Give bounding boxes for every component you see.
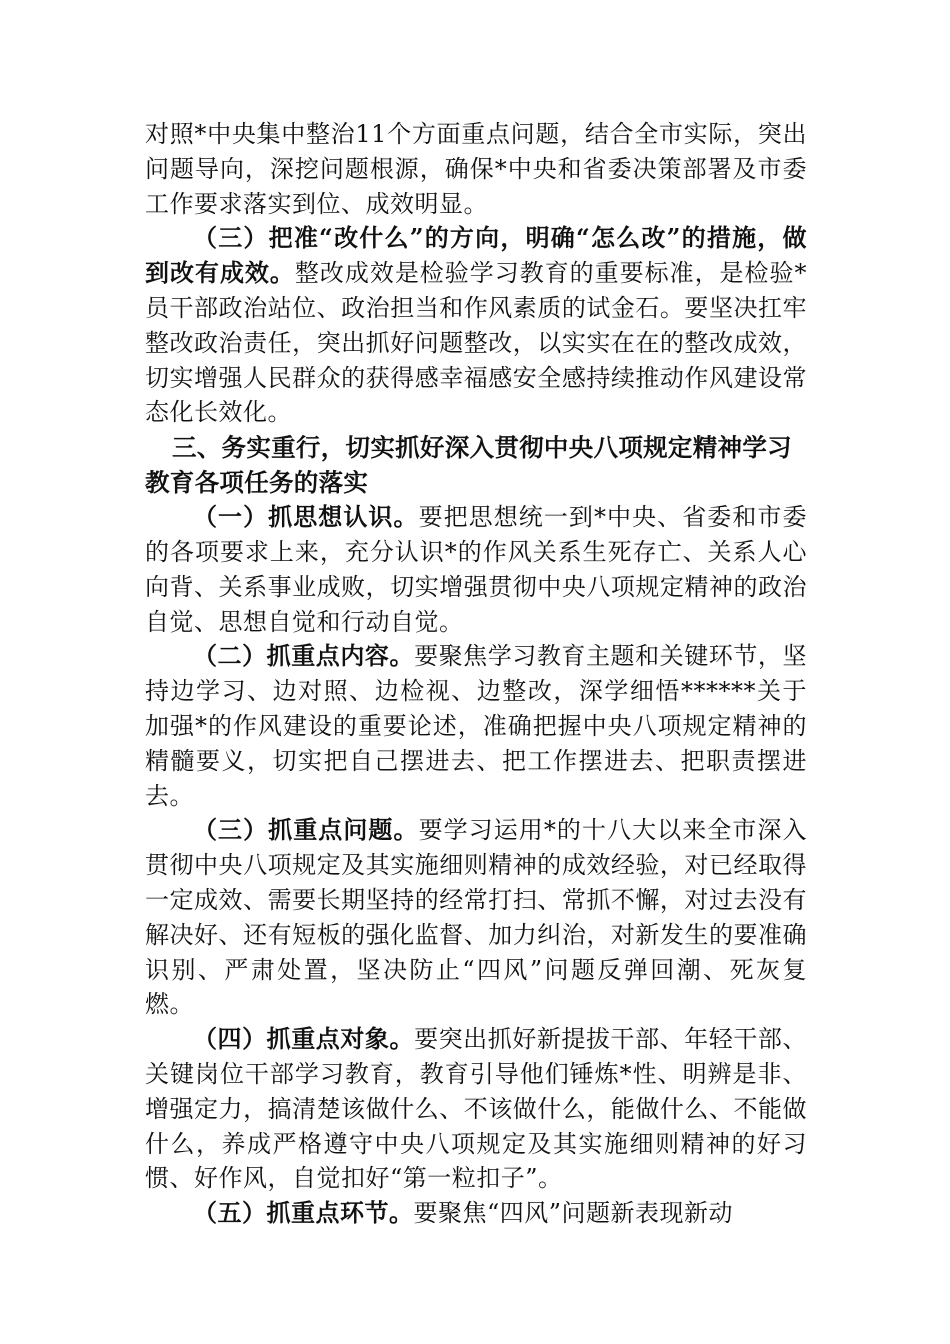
list-item-targets (145, 1022, 807, 1196)
item-body: 要聚焦“四风”问题新表现新动 (413, 1199, 734, 1228)
item-lead: （三）抓重点问题。 (193, 815, 419, 845)
item-body: 要突出抓好新提拔干部、年轻干部、关键岗位干部学习教育，教育引导他们锤炼*性、明辨是非、增强定力，搞清楚该做什么、不该做什么，能做什么、不能做什么，养成严格遵守中央八项规定及其实施细则精神的好习惯、好作风，自觉扣好“第一粒扣子”。 (145, 1025, 807, 1193)
item-lead: （二）抓重点内容。 (193, 641, 415, 671)
item-body: 要把思想统一到*中央、省委和市委的各项要求上来，充分认识*的作风关系生死存亡、关系人心向背、关系事业成败，切实增强贯彻中央八项规定精神的政治自觉、思想自觉和行动自觉。 (145, 503, 807, 636)
item-lead: （一）抓思想认识。 (193, 502, 419, 532)
list-item-links (145, 1196, 807, 1231)
list-item-thinking (145, 500, 807, 639)
list-item-problems (145, 813, 807, 1022)
section-heading: 三、务实重行，切实抓好深入贯彻中央八项规定精神学习教育各项任务的落实 (145, 433, 792, 498)
item-lead: （四）抓重点对象。 (193, 1024, 415, 1054)
item-lead: （五）抓重点环节。 (193, 1198, 414, 1228)
document-page (145, 117, 807, 1231)
item-body: 要学习运用*的十八大以来全市深入贯彻中央八项规定及其实施细则精神的成效经验，对已经取得一定成效、需要长期坚持的经常打扫、常抓不懈，对过去没有解决好、还有短板的强化监督、加力纠治，对新发生的要准确识别、严肃处置，坚决防止“四风”问题反弹回潮、死灰复燃。 (145, 816, 807, 1019)
paragraph-rectification (145, 221, 807, 430)
paragraph-continuation (145, 117, 807, 221)
paragraph-body: 整改成效是检验学习教育的重要标准，是检验*员干部政治站位、政治担当和作风素质的试金石。要坚决扛牢整改政治责任，突出抓好问题整改，以实实在在的整改成效，切实增强人民群众的获得感幸福感安全感持续推动作风建设常态化长效化。 (145, 259, 808, 427)
item-body: 要聚焦学习教育主题和关键环节，坚持边学习、边对照、边检视、边整改，深学细悟******关于加强*的作风建设的重要论述，准确把握中央八项规定精神的精髓要义，切实把自己摆进去、把工作摆进去、把职责摆进去。 (145, 642, 807, 810)
list-item-content (145, 639, 807, 813)
paragraph-body: 对照*中央集中整治11个方面重点问题，结合全市实际，突出问题导向，深挖问题根源，确保*中央和省委决策部署及市委工作要求落实到位、成效明显。 (145, 120, 807, 218)
paragraph-lead: （三）把准“改什么”的方向，明确“怎么改”的措施，做到改有成效。 (145, 223, 807, 288)
